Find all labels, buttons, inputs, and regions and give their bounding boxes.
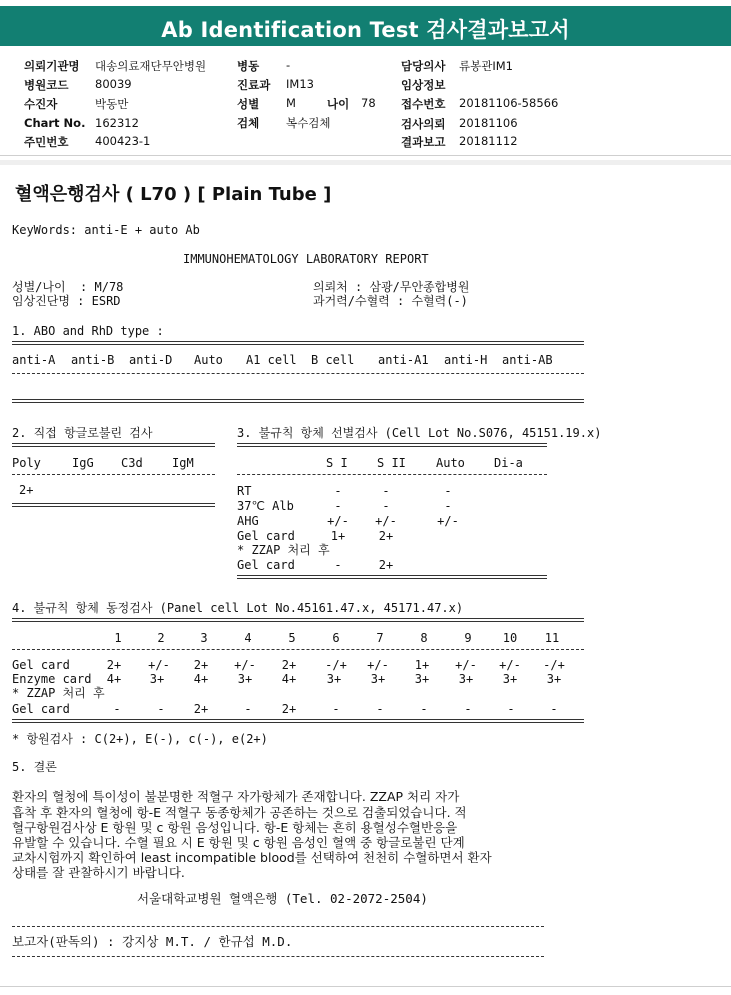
rule — [237, 578, 547, 579]
requester: 의뢰처 : 삼광/무안종합병원 — [313, 280, 470, 294]
panel-cell: - — [550, 702, 558, 716]
panel-cell: 3+ — [502, 672, 518, 686]
info-row: 주민번호 — [24, 135, 69, 149]
conclusion-line: 상태를 잘 관찰하시기 바랍니다. — [12, 865, 185, 880]
panel-cell: 3+ — [149, 672, 165, 686]
panel-header: 8 — [420, 631, 428, 645]
abo-header: Auto — [194, 353, 223, 367]
info-row: 수진자 — [24, 97, 58, 111]
rule — [12, 503, 215, 504]
panel-cell: - — [244, 702, 252, 716]
rule — [12, 621, 584, 622]
abo-header: anti-D — [129, 353, 173, 367]
panel-cell: 2+ — [193, 658, 209, 672]
panel-cell: -/+ — [325, 658, 347, 672]
screen-row-label: * ZZAP 처리 후 — [237, 543, 330, 557]
info-value: 20181112 — [459, 134, 518, 148]
panel-header: 3 — [200, 631, 208, 645]
panel-header: 9 — [464, 631, 472, 645]
rule — [12, 506, 215, 507]
abo-header: anti-A1 — [378, 353, 429, 367]
rule — [12, 719, 584, 720]
info-value: 20181106 — [459, 116, 518, 130]
abo-header: anti-B — [71, 353, 115, 367]
footer-divider — [0, 986, 731, 987]
screen-cell: - — [334, 558, 342, 572]
rule — [12, 926, 544, 927]
info-value: M — [286, 96, 296, 110]
screen-row-label: AHG — [237, 514, 259, 528]
dat-header: C3d — [121, 456, 143, 470]
panel-cell: 3+ — [237, 672, 253, 686]
abo-title: 1. ABO and RhD type : — [12, 324, 164, 338]
panel-cell: 3+ — [326, 672, 342, 686]
age-label: 나이 — [327, 97, 350, 111]
rule — [12, 399, 584, 400]
panel-header: 4 — [244, 631, 252, 645]
info-shadow — [0, 160, 731, 165]
conclusion-line: 흡착 후 환자의 혈청에 항-E 적혈구 동종항체가 공존하는 것으로 검출되었습니다. 적 — [12, 805, 467, 820]
panel-header: 1 — [114, 631, 122, 645]
panel-cell: - — [464, 702, 472, 716]
rule — [12, 618, 584, 619]
rule — [237, 443, 547, 444]
lab-title: IMMUNOHEMATOLOGY LABORATORY REPORT — [183, 252, 429, 266]
info-row: 병원코드 — [24, 78, 69, 92]
info-divider — [0, 155, 731, 156]
screen-row-label: Gel card — [237, 529, 295, 543]
panel-cell: 3+ — [546, 672, 562, 686]
screen-cell: - — [444, 499, 452, 513]
info-row: 의뢰기관명 — [24, 59, 80, 73]
panel-header: 11 — [544, 631, 560, 645]
info-value: 20181106-58566 — [459, 96, 559, 110]
info-row: Chart No. — [24, 116, 86, 130]
lab-signature: 서울대학교병원 혈액은행 (Tel. 02-2072-2504) — [137, 891, 428, 906]
screen-cell: +/- — [375, 514, 397, 528]
conclusion-title: 5. 결론 — [12, 760, 57, 774]
info-row: 임상정보 — [401, 78, 446, 92]
rule — [237, 474, 547, 475]
screen-cell: - — [444, 484, 452, 498]
rule — [237, 575, 547, 576]
screen-cell: 2+ — [378, 558, 394, 572]
panel-cell: 1+ — [414, 658, 430, 672]
info-value: 박동만 — [95, 97, 129, 111]
dat-header: IgM — [172, 456, 194, 470]
panel-cell: 3+ — [370, 672, 386, 686]
dat-title: 2. 직접 항글로불린 검사 — [12, 426, 153, 440]
info-row: 담당의사 — [401, 59, 446, 73]
info-row: 병동 — [237, 59, 260, 73]
panel-cell: 3+ — [414, 672, 430, 686]
panel-cell: +/- — [148, 658, 170, 672]
screen-row-label: 37℃ Alb — [237, 499, 294, 513]
screen-cell: - — [334, 499, 342, 513]
conclusion-line: 환자의 혈청에 특이성이 불분명한 적혈구 자가항체가 존재합니다. ZZAP 처리 자가 — [12, 789, 460, 804]
panel-cell: 3+ — [458, 672, 474, 686]
report-title: Ab Identification Test 검사결과보고서 — [161, 18, 570, 42]
screen-row-label: RT — [237, 484, 252, 498]
antigen-result: * 항원검사 : C(2+), E(-), c(-), e(2+) — [12, 732, 268, 746]
screen-cell: - — [382, 499, 390, 513]
history: 과거력/수혈력 : 수혈력(-) — [313, 294, 468, 308]
panel-cell: - — [332, 702, 340, 716]
panel-cell: 4+ — [281, 672, 297, 686]
rule — [12, 344, 584, 345]
rule — [12, 373, 584, 374]
panel-title: 4. 불규칙 항체 동정검사 (Panel cell Lot No.45161.47.x, 45171.47.x) — [12, 601, 464, 615]
report-header-bar — [0, 6, 731, 46]
rule — [12, 722, 584, 723]
rule — [12, 402, 584, 403]
screen-header: S II — [377, 456, 406, 470]
info-row: 성별 — [237, 97, 260, 111]
rule — [12, 474, 215, 475]
info-value: 162312 — [95, 116, 139, 130]
panel-row-label: * ZZAP 처리 후 — [12, 686, 105, 700]
section-title: 혈액은행검사 ( L70 ) [ Plain Tube ] — [15, 184, 332, 205]
screen-cell: - — [334, 484, 342, 498]
keywords: KeyWords: anti-E + auto Ab — [12, 223, 200, 237]
sex-age: 성별/나이 : M/78 — [12, 280, 124, 294]
panel-row-label: Gel card — [12, 702, 70, 716]
rule — [12, 443, 215, 444]
panel-cell: +/- — [455, 658, 477, 672]
panel-header: 7 — [376, 631, 384, 645]
abo-header: anti-A — [12, 353, 56, 367]
panel-cell: - — [376, 702, 384, 716]
panel-cell: 4+ — [106, 672, 122, 686]
panel-cell: 2+ — [281, 658, 297, 672]
info-value: 류봉관IM1 — [459, 59, 513, 73]
screen-cell: 1+ — [330, 529, 346, 543]
panel-cell: 2+ — [106, 658, 122, 672]
panel-cell: 2+ — [281, 702, 297, 716]
screen-header: Auto — [436, 456, 465, 470]
info-row: 결과보고 — [401, 135, 446, 149]
screen-header: Di-a — [494, 456, 523, 470]
dat-header: IgG — [72, 456, 94, 470]
rule — [12, 649, 584, 650]
diagnosis: 임상진단명 : ESRD — [12, 294, 121, 308]
rule — [237, 446, 547, 447]
panel-cell: - — [157, 702, 165, 716]
panel-cell: - — [113, 702, 121, 716]
info-value: 복수검체 — [286, 116, 331, 130]
age-value: 78 — [361, 96, 376, 110]
abo-header: anti-AB — [502, 353, 553, 367]
screen-title: 3. 불규칙 항체 선별검사 (Cell Lot No.S076, 45151.19.x) — [237, 426, 602, 440]
abo-header: A1 cell — [246, 353, 297, 367]
rule — [12, 956, 544, 957]
panel-cell: - — [420, 702, 428, 716]
conclusion-line: 교차시험까지 확인하여 least incompatible blood를 선택하여 천천히 수혈하면서 환자 — [12, 850, 492, 865]
dat-header: Poly — [12, 456, 41, 470]
panel-header: 6 — [332, 631, 340, 645]
panel-header: 5 — [288, 631, 296, 645]
info-row: 검체 — [237, 116, 260, 130]
panel-cell: +/- — [499, 658, 521, 672]
panel-header: 10 — [502, 631, 518, 645]
screen-cell: +/- — [327, 514, 349, 528]
conclusion-line: 유발할 수 있습니다. 수혈 필요 시 E 항원 및 c 항원 음성인 혈액 중 항글로불린 단계 — [12, 835, 465, 850]
panel-cell: +/- — [367, 658, 389, 672]
panel-cell: -/+ — [543, 658, 565, 672]
screen-cell: +/- — [437, 514, 459, 528]
reporter: 보고자(판독의) : 강지상 M.T. / 한규섭 M.D. — [12, 934, 293, 949]
info-value: 400423-1 — [95, 134, 151, 148]
abo-header: anti-H — [444, 353, 488, 367]
info-row: 접수번호 — [401, 97, 446, 111]
panel-cell: 4+ — [193, 672, 209, 686]
rule — [12, 341, 584, 342]
panel-row-label: Enzyme card — [12, 672, 92, 686]
screen-cell: - — [382, 484, 390, 498]
info-row: 검사의뢰 — [401, 117, 446, 131]
info-value: 80039 — [95, 77, 132, 91]
abo-header: B cell — [311, 353, 355, 367]
screen-header: S I — [326, 456, 348, 470]
panel-cell: - — [507, 702, 515, 716]
screen-row-label: Gel card — [237, 558, 295, 572]
info-row: 진료과 — [237, 78, 271, 92]
rule — [12, 446, 215, 447]
screen-cell: 2+ — [378, 529, 394, 543]
panel-cell: 2+ — [193, 702, 209, 716]
info-value: IM13 — [286, 77, 314, 91]
info-value: 대송의료재단무안병원 — [95, 59, 207, 73]
panel-header: 2 — [157, 631, 165, 645]
panel-row-label: Gel card — [12, 658, 70, 672]
panel-cell: +/- — [234, 658, 256, 672]
info-value: - — [286, 58, 291, 72]
dat-value: 2+ — [19, 483, 34, 497]
conclusion-line: 혈구항원검사상 E 항원 및 c 항원 음성입니다. 항-E 항체는 흔히 용혈성수혈반응을 — [12, 820, 458, 835]
